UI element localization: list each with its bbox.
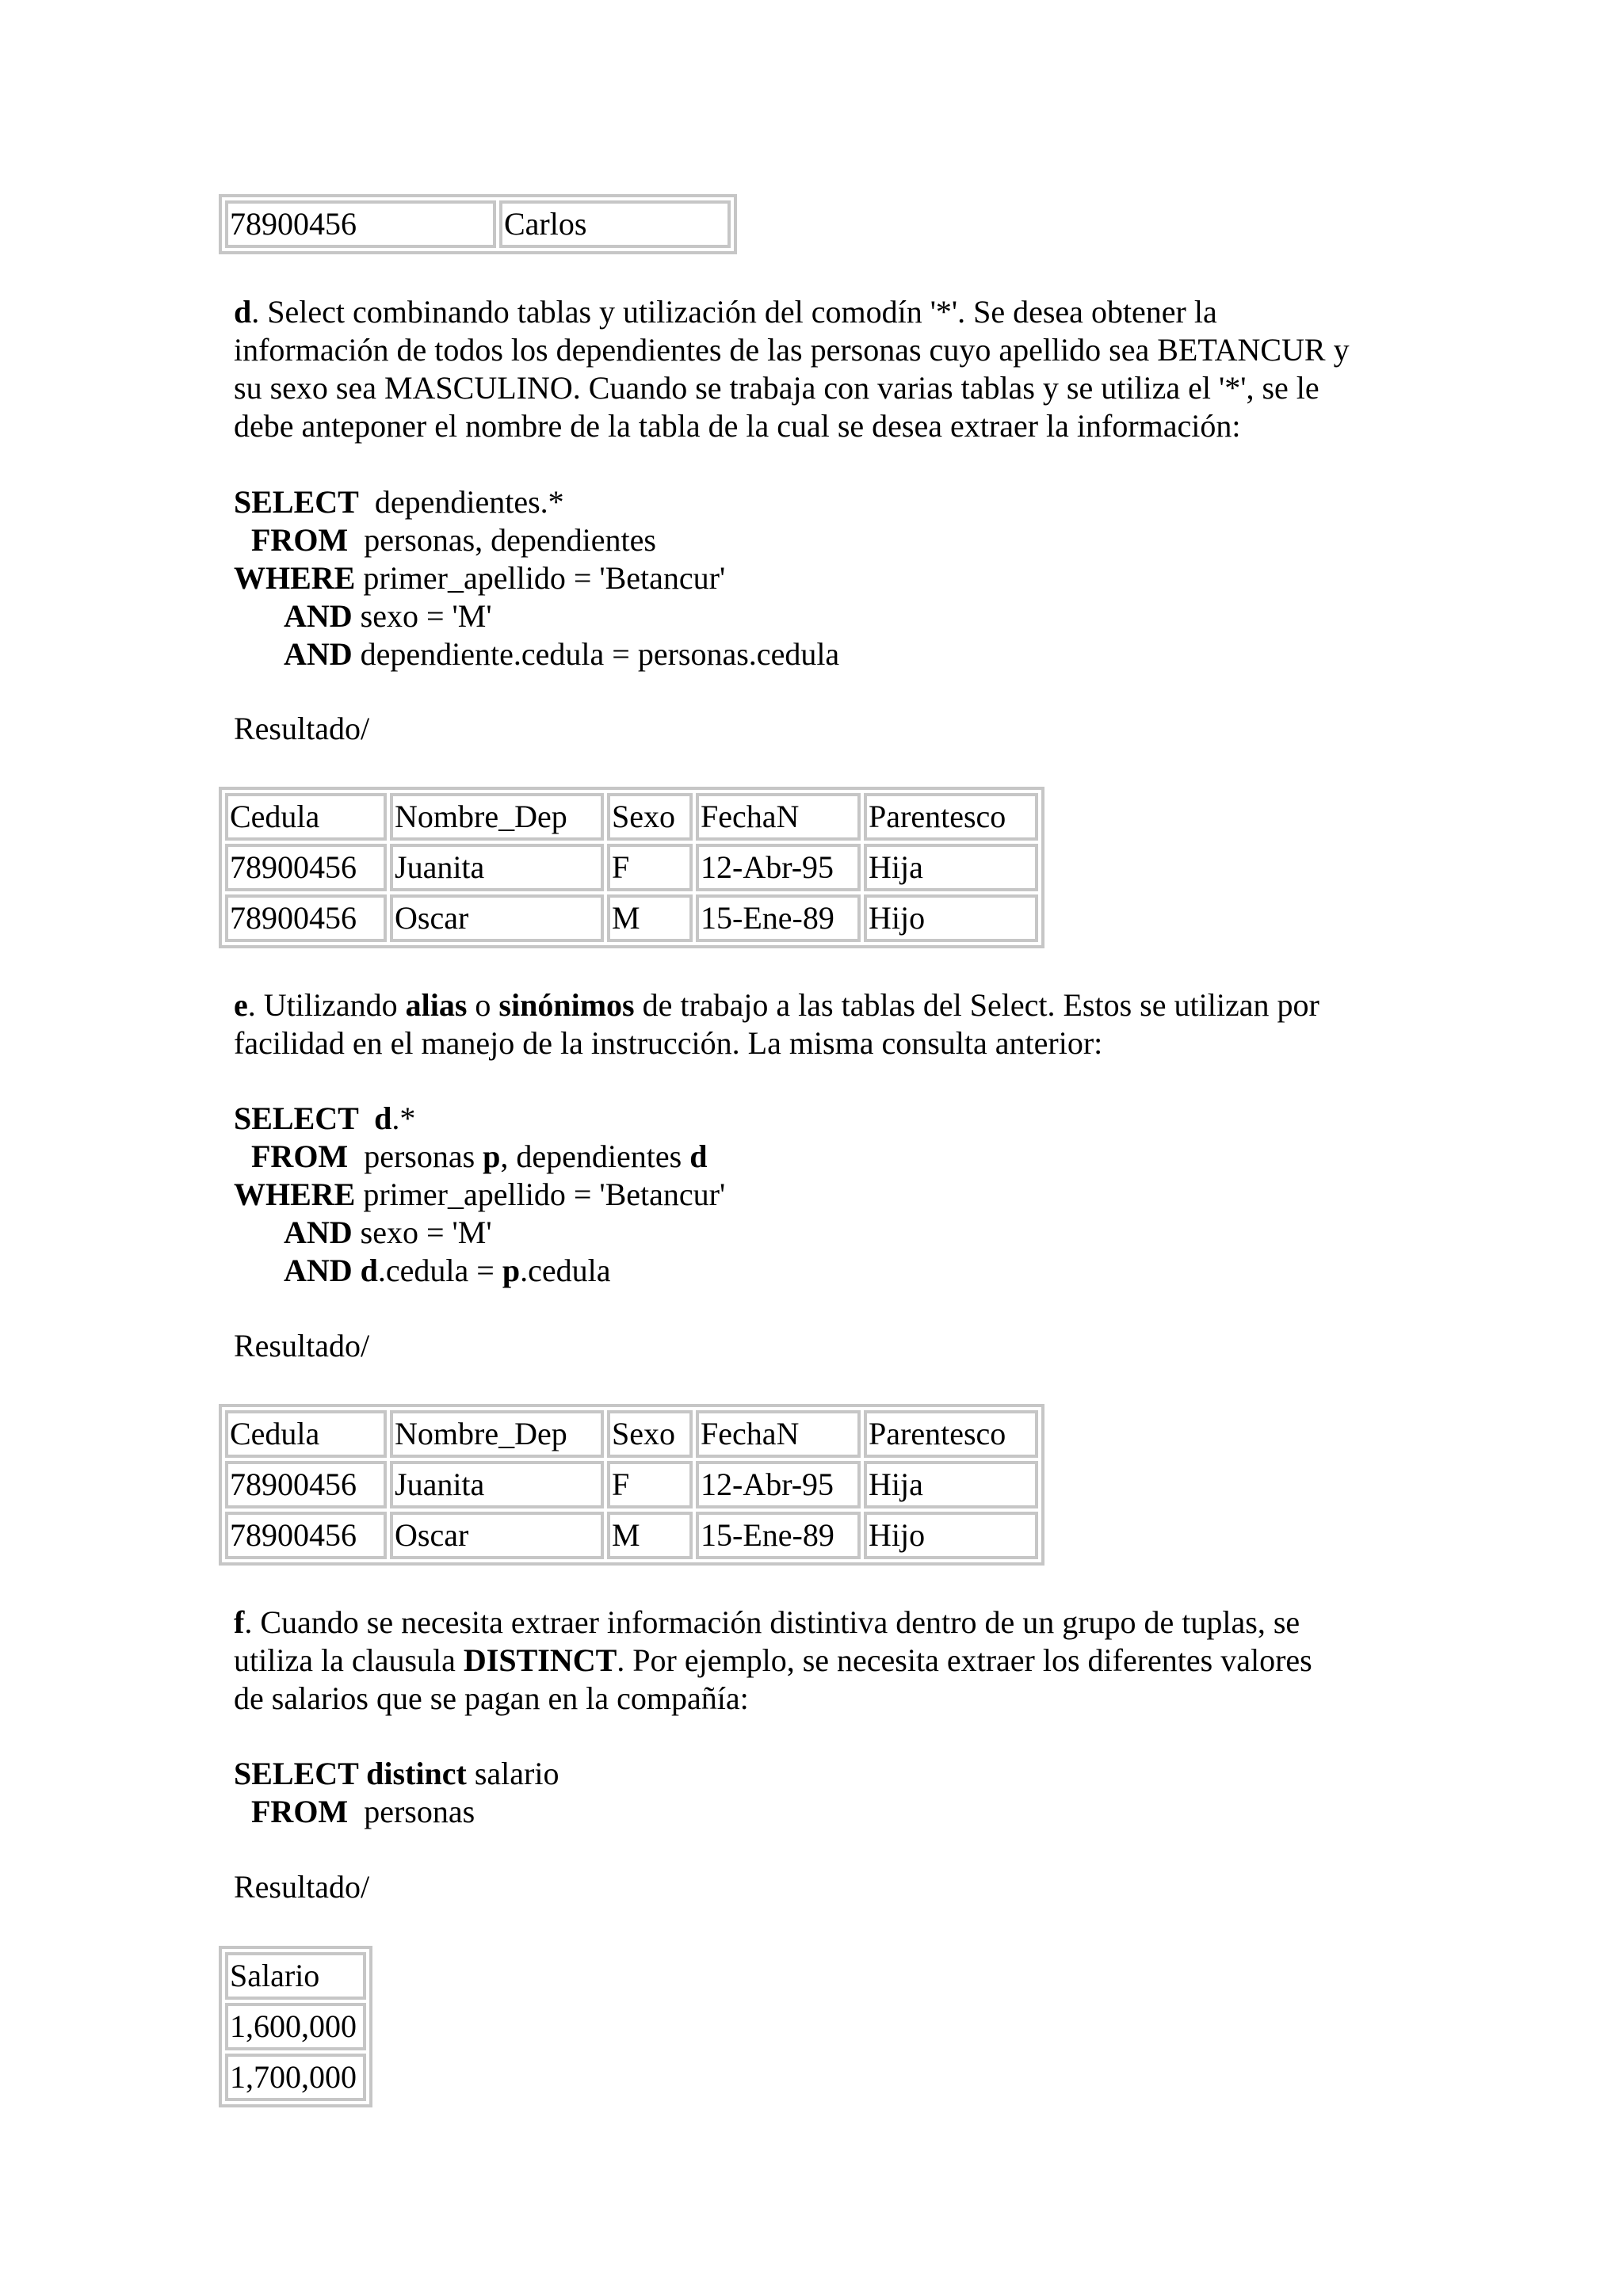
- section-letter: e: [234, 987, 248, 1023]
- text-span: . Cuando se necesita extraer información distintiva dentro de un grupo de tuplas, se: [244, 1604, 1300, 1640]
- code-line: [234, 1214, 725, 1252]
- code-line: [234, 559, 839, 597]
- table-cell: 78900456: [225, 1461, 387, 1508]
- code-line: [234, 1252, 725, 1290]
- sql-keyword: FROM: [251, 522, 349, 558]
- sql-keyword: AND: [284, 1215, 353, 1250]
- text-span: . Por ejemplo, se necesita extraer los diferentes valores: [617, 1642, 1312, 1678]
- code-line: [234, 1793, 559, 1831]
- table-row: [225, 1461, 1038, 1508]
- table-cell: F: [607, 1461, 693, 1508]
- section-e-text: [234, 986, 1423, 1062]
- carlos-table: [219, 194, 737, 254]
- section-f-sql: [234, 1755, 559, 1831]
- code-line: [234, 1100, 725, 1138]
- table-header-row: [225, 1952, 366, 2000]
- table-cell: Carlos: [499, 200, 731, 248]
- section-letter: d: [234, 294, 252, 330]
- result-label: Resultado/: [234, 1869, 370, 1905]
- column-header: FechaN: [696, 793, 861, 841]
- code-line: [234, 635, 839, 673]
- text-line: de salarios que se pagan en la compañía:: [234, 1680, 749, 1716]
- sql-keyword: WHERE: [234, 1177, 356, 1212]
- column-header: Salario: [225, 1952, 366, 2000]
- code-line: [234, 483, 839, 521]
- table-cell: 78900456: [225, 200, 496, 248]
- table-cell: 78900456: [225, 894, 387, 942]
- table-row: [225, 2054, 366, 2101]
- text-line: [234, 986, 1423, 1024]
- table-cell: 15-Ene-89: [696, 1512, 861, 1559]
- table-cell: Juanita: [390, 1461, 604, 1508]
- code-text: primer_apellido = 'Betancur': [355, 560, 726, 596]
- table-row: [225, 894, 1038, 942]
- text-line: [234, 1642, 1423, 1680]
- table-cell: Oscar: [390, 894, 604, 942]
- table-row: [225, 844, 1038, 891]
- column-header: Nombre_Dep: [390, 1410, 604, 1458]
- section-f-text: [234, 1604, 1423, 1718]
- sql-alias: p: [502, 1253, 521, 1288]
- sql-keyword: FROM: [251, 1138, 349, 1174]
- sql-alias: d: [358, 1100, 392, 1136]
- code-text: dependiente.cedula = personas.cedula: [352, 636, 840, 672]
- code-text: personas, dependientes: [348, 522, 656, 558]
- table-cell: F: [607, 844, 693, 891]
- sql-keyword: SELECT: [234, 1100, 359, 1136]
- column-header: Cedula: [225, 793, 387, 841]
- sql-keyword: AND: [284, 598, 353, 634]
- sql-keyword: AND: [284, 636, 353, 672]
- column-header: Parentesco: [864, 793, 1038, 841]
- column-header: Nombre_Dep: [390, 793, 604, 841]
- sql-alias: p: [483, 1138, 501, 1174]
- table-header-row: [225, 1410, 1038, 1458]
- table-cell: Juanita: [390, 844, 604, 891]
- table-cell: Hijo: [864, 1512, 1038, 1559]
- code-line: [234, 597, 839, 635]
- sql-keyword: FROM: [251, 1794, 349, 1829]
- column-header: FechaN: [696, 1410, 861, 1458]
- bold-term: sinónimos: [498, 987, 635, 1023]
- text-span: o: [467, 987, 499, 1023]
- section-d-text: [234, 293, 1423, 445]
- code-text: personas: [348, 1794, 475, 1829]
- text-line: su sexo sea MASCULINO. Cuando se trabaja con varias tablas y se utiliza el '*', se le: [234, 370, 1319, 406]
- table-cell: M: [607, 1512, 693, 1559]
- table-row: [225, 2003, 366, 2050]
- code-line: [234, 1176, 725, 1214]
- table-cell: M: [607, 894, 693, 942]
- code-line: [234, 1138, 725, 1176]
- text-line: debe anteponer el nombre de la tabla de la cual se desea extraer la información:: [234, 408, 1241, 444]
- sql-keyword: SELECT: [234, 1756, 359, 1791]
- table-cell: 78900456: [225, 1512, 387, 1559]
- table-cell: Hijo: [864, 894, 1038, 942]
- table-cell: Hija: [864, 844, 1038, 891]
- column-header: Sexo: [607, 1410, 693, 1458]
- table-cell: Oscar: [390, 1512, 604, 1559]
- code-text: salario: [466, 1756, 559, 1791]
- sql-keyword: SELECT: [234, 484, 359, 520]
- code-text: dependientes.*: [358, 484, 564, 520]
- table-row: [225, 200, 731, 248]
- sql-keyword: WHERE: [234, 560, 356, 596]
- column-header: Parentesco: [864, 1410, 1038, 1458]
- table-header-row: [225, 793, 1038, 841]
- table-row: [225, 1512, 1038, 1559]
- code-line: [234, 521, 839, 559]
- table-cell: 12-Abr-95: [696, 1461, 861, 1508]
- dependientes-table-e: [219, 1404, 1044, 1566]
- text-span: utiliza la clausula: [234, 1642, 464, 1678]
- text-line: [234, 293, 1423, 331]
- code-text: .*: [391, 1100, 416, 1136]
- text-line: información de todos los dependientes de las personas cuyo apellido sea BETANCUR y: [234, 332, 1350, 368]
- code-text: .cedula: [520, 1253, 611, 1288]
- salario-table: [219, 1946, 372, 2107]
- code-text: sexo = 'M': [352, 598, 492, 634]
- text-line: facilidad en el manejo de la instrucción. La misma consulta anterior:: [234, 1025, 1103, 1061]
- code-text: .cedula =: [377, 1253, 502, 1288]
- table-cell: 12-Abr-95: [696, 844, 861, 891]
- table-cell: 15-Ene-89: [696, 894, 861, 942]
- text-span: de trabajo a las tablas del Select. Estos se utilizan por: [634, 987, 1319, 1023]
- table-cell: Hija: [864, 1461, 1038, 1508]
- code-text: primer_apellido = 'Betancur': [355, 1177, 726, 1212]
- table-cell: 1,600,000: [225, 2003, 366, 2050]
- dependientes-table-d: [219, 787, 1044, 948]
- section-d-sql: [234, 483, 839, 673]
- sql-keyword: distinct: [358, 1756, 467, 1791]
- code-line: [234, 1755, 559, 1793]
- section-e-sql: [234, 1100, 725, 1290]
- column-header: Sexo: [607, 793, 693, 841]
- table-cell: 78900456: [225, 844, 387, 891]
- column-header: Cedula: [225, 1410, 387, 1458]
- bold-term: DISTINCT: [463, 1642, 617, 1678]
- code-text: sexo = 'M': [352, 1215, 492, 1250]
- section-letter: f: [234, 1604, 245, 1640]
- table-cell: 1,700,000: [225, 2054, 366, 2101]
- result-label: Resultado/: [234, 711, 370, 746]
- sql-keyword: AND: [284, 1253, 353, 1288]
- result-label: Resultado/: [234, 1328, 370, 1363]
- text-span: . Select combinando tablas y utilización del comodín '*'. Se desea obtener la: [251, 294, 1217, 330]
- sql-alias: d: [352, 1253, 378, 1288]
- text-line: [234, 1604, 1423, 1642]
- sql-alias: d: [689, 1138, 708, 1174]
- bold-term: alias: [405, 987, 468, 1023]
- text-span: . Utilizando: [247, 987, 406, 1023]
- code-text: personas: [348, 1138, 483, 1174]
- code-text: , dependientes: [500, 1138, 690, 1174]
